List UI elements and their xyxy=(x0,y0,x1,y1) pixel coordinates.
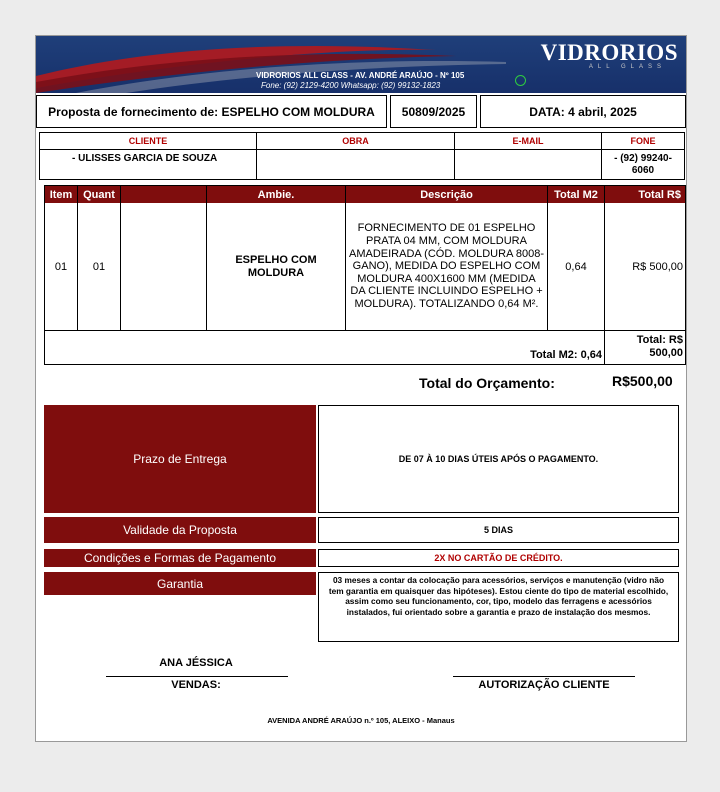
col-header-ambiente: Ambie. xyxy=(207,186,346,203)
condition-value-pagamento: 2X NO CARTÃO DE CRÉDITO. xyxy=(318,549,679,567)
proposal-date-box xyxy=(480,95,686,128)
col-header-email: E-MAIL xyxy=(455,133,602,150)
proposal-title-box xyxy=(36,95,387,128)
col-header-total-rs: Total R$ xyxy=(605,186,685,203)
proposal-title: Proposta de fornecimento de: ESPELHO COM MOLDURA xyxy=(48,104,375,119)
condition-label-garantia: Garantia xyxy=(44,572,316,595)
col-header-fone: FONE xyxy=(602,133,684,150)
proposal-document xyxy=(35,35,687,742)
budget-total-value: R$500,00 xyxy=(612,373,673,389)
client-obra xyxy=(257,150,455,179)
row-ambiente: ESPELHO COM MOLDURA xyxy=(207,203,346,330)
client-table xyxy=(39,132,685,180)
items-table xyxy=(44,185,686,365)
client-authorization-label: AUTORIZAÇÃO CLIENTE xyxy=(478,679,610,691)
condition-value-validade: 5 DIAS xyxy=(318,517,679,543)
row-quant: 01 xyxy=(78,203,121,330)
banner-address: VIDRORIOS ALL GLASS - AV. ANDRÉ ARAÚJO - Nº 105 xyxy=(256,71,465,80)
brand-subtitle: ALL GLASS xyxy=(588,64,666,70)
row-total-rs: R$ 500,00 xyxy=(632,260,683,273)
seller-label: VENDAS: xyxy=(171,679,221,691)
client-fone: - (92) 99240-6060 xyxy=(614,152,672,176)
row-total-m2: 0,64 xyxy=(548,203,605,330)
col-header-descricao: Descrição xyxy=(346,186,548,203)
condition-label-validade: Validade da Proposta xyxy=(44,517,316,543)
seller-name: ANA JÉSSICA xyxy=(159,657,233,669)
col-header-cliente: CLIENTE xyxy=(40,133,257,150)
footer-total-rs: Total: R$ 500,00 xyxy=(636,334,683,359)
seller-signature-line xyxy=(106,676,288,677)
table-row xyxy=(45,203,685,331)
col-header-obra: OBRA xyxy=(257,133,455,150)
col-header-item: Item xyxy=(45,186,78,203)
client-name: - ULISSES GARCIA DE SOUZA xyxy=(40,150,257,179)
condition-label-pagamento: Condições e Formas de Pagamento xyxy=(44,549,316,567)
proposal-number-box xyxy=(390,95,477,128)
client-signature-line xyxy=(453,676,635,677)
whatsapp-icon xyxy=(515,75,526,86)
footer-total-m2: Total M2: 0,64 xyxy=(485,330,605,364)
col-header-quant: Quant xyxy=(78,186,121,203)
banner-phones: Fone: (92) 2129-4200 Whatsapp: (92) 99132-1823 xyxy=(261,81,441,90)
row-blank xyxy=(121,203,207,330)
col-header-blank xyxy=(121,186,207,203)
brand-logo: VIDRORIOS xyxy=(540,40,678,65)
budget-total-label: Total do Orçamento: xyxy=(419,375,555,391)
proposal-date: DATA: 4 abril, 2025 xyxy=(529,104,637,119)
row-item: 01 xyxy=(45,203,78,330)
col-header-total-m2: Total M2 xyxy=(548,186,605,203)
row-descricao: FORNECIMENTO DE 01 ESPELHO PRATA 04 MM, COM MOLDURA AMADEIRADA (CÓD. MOLDURA 8008-GANO), MEDIDA DO ESPELHO COM MOLDURA 400X1600 MM (MEDIDA DA CLIENTE INCLUINDO ESPELHO + MOLDURA). TOTALIZANDO 0,64 M². xyxy=(346,203,548,330)
proposal-number: 50809/2025 xyxy=(401,104,466,119)
client-email xyxy=(455,150,602,179)
header-banner xyxy=(36,36,686,93)
footer-address: AVENIDA ANDRÉ ARAÚJO n.º 105, ALEIXO - Manaus xyxy=(267,715,455,725)
condition-label-prazo: Prazo de Entrega xyxy=(44,405,316,513)
condition-value-prazo: DE 07 À 10 DIAS ÚTEIS APÓS O PAGAMENTO. xyxy=(318,405,679,513)
condition-value-garantia: 03 meses a contar da colocação para acessórios, serviços e manutenção (vidro não tem garantia em quaisquer das hipóteses). Estou ciente do tipo de material escolhido, assim como seu funcionamento, cor, tipo, modelo das ferragens e acessórios instalados, fui orientado sobre a garantia e prazo de instalação dos mesmos. xyxy=(318,572,679,642)
